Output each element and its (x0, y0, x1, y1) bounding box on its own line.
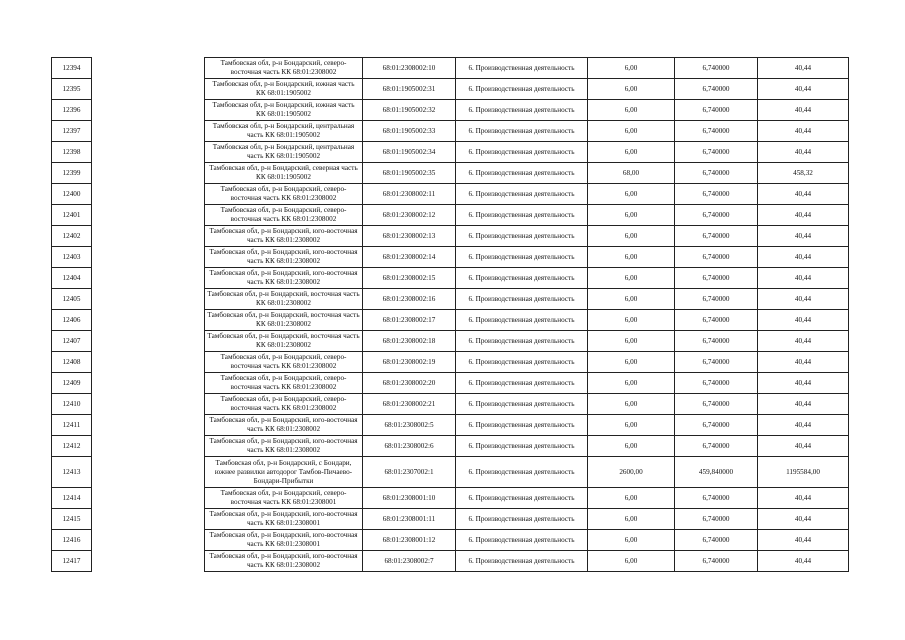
rate-cell: 6,740000 (675, 373, 758, 394)
rate-cell: 6,740000 (675, 121, 758, 142)
spacer-cell (92, 184, 205, 205)
usage-category-cell: 6. Производственная деятельность (456, 488, 588, 509)
area-cell: 6,00 (588, 415, 675, 436)
total-value-cell: 40,44 (758, 184, 849, 205)
usage-category-cell: 6. Производственная деятельность (456, 142, 588, 163)
table-row (52, 58, 849, 79)
spacer-cell (92, 142, 205, 163)
table-row (52, 247, 849, 268)
cadastral-number-cell: 68:01:2308001:10 (363, 488, 456, 509)
area-cell: 6,00 (588, 436, 675, 457)
total-value-cell: 40,44 (758, 488, 849, 509)
spacer-cell (92, 436, 205, 457)
area-cell: 6,00 (588, 142, 675, 163)
table-row (52, 331, 849, 352)
cadastral-number-cell: 68:01:2308002:17 (363, 310, 456, 331)
address-cell: Тамбовская обл, р-н Бондарский, юго-восточная часть КК 68:01:2308002 (205, 247, 363, 268)
cadastral-number-cell: 68:01:2308001:12 (363, 530, 456, 551)
rate-cell: 6,740000 (675, 551, 758, 572)
table-body (52, 58, 849, 572)
rate-cell: 6,740000 (675, 415, 758, 436)
table-row (52, 79, 849, 100)
rate-cell: 6,740000 (675, 509, 758, 530)
usage-category-cell: 6. Производственная деятельность (456, 163, 588, 184)
row-number-cell: 12394 (52, 58, 92, 79)
address-cell: Тамбовская обл, р-н Бондарский, северо-восточная часть КК 68:01:2308001 (205, 488, 363, 509)
total-value-cell: 40,44 (758, 247, 849, 268)
row-number-cell: 12405 (52, 289, 92, 310)
spacer-cell (92, 121, 205, 142)
usage-category-cell: 6. Производственная деятельность (456, 247, 588, 268)
usage-category-cell: 6. Производственная деятельность (456, 331, 588, 352)
table-row (52, 509, 849, 530)
cadastral-number-cell: 68:01:1905002:35 (363, 163, 456, 184)
area-cell: 6,00 (588, 205, 675, 226)
total-value-cell: 40,44 (758, 226, 849, 247)
cadastral-number-cell: 68:01:2308002:11 (363, 184, 456, 205)
rate-cell: 6,740000 (675, 352, 758, 373)
table-row (52, 415, 849, 436)
spacer-cell (92, 394, 205, 415)
row-number-cell: 12402 (52, 226, 92, 247)
rate-cell: 6,740000 (675, 184, 758, 205)
address-cell: Тамбовская обл, р-н Бондарский, юго-восточная часть КК 68:01:2308001 (205, 509, 363, 530)
total-value-cell: 40,44 (758, 268, 849, 289)
rate-cell: 6,740000 (675, 226, 758, 247)
row-number-cell: 12417 (52, 551, 92, 572)
area-cell: 6,00 (588, 394, 675, 415)
spacer-cell (92, 331, 205, 352)
area-cell: 6,00 (588, 352, 675, 373)
row-number-cell: 12396 (52, 100, 92, 121)
table-row (52, 352, 849, 373)
row-number-cell: 12409 (52, 373, 92, 394)
spacer-cell (92, 530, 205, 551)
spacer-cell (92, 373, 205, 394)
usage-category-cell: 6. Производственная деятельность (456, 100, 588, 121)
area-cell: 6,00 (588, 373, 675, 394)
spacer-cell (92, 226, 205, 247)
table-row (52, 268, 849, 289)
table-row (52, 310, 849, 331)
cadastral-number-cell: 68:01:2307002:1 (363, 457, 456, 488)
rate-cell: 6,740000 (675, 436, 758, 457)
spacer-cell (92, 100, 205, 121)
address-cell: Тамбовская обл, р-н Бондарский, северо-восточная часть КК 68:01:2308002 (205, 373, 363, 394)
total-value-cell: 40,44 (758, 79, 849, 100)
spacer-cell (92, 509, 205, 530)
usage-category-cell: 6. Производственная деятельность (456, 184, 588, 205)
area-cell: 6,00 (588, 247, 675, 268)
area-cell: 6,00 (588, 226, 675, 247)
address-cell: Тамбовская обл, р-н Бондарский, юго-восточная часть КК 68:01:2308001 (205, 530, 363, 551)
spacer-cell (92, 352, 205, 373)
usage-category-cell: 6. Производственная деятельность (456, 58, 588, 79)
total-value-cell: 40,44 (758, 289, 849, 310)
rate-cell: 6,740000 (675, 394, 758, 415)
total-value-cell: 40,44 (758, 142, 849, 163)
table-row (52, 226, 849, 247)
row-number-cell: 12403 (52, 247, 92, 268)
rate-cell: 6,740000 (675, 58, 758, 79)
address-cell: Тамбовская обл, р-н Бондарский, юго-восточная часть КК 68:01:2308002 (205, 551, 363, 572)
cadastral-number-cell: 68:01:2308002:20 (363, 373, 456, 394)
address-cell: Тамбовская обл, р-н Бондарский, восточная часть КК 68:01:2308002 (205, 289, 363, 310)
row-number-cell: 12401 (52, 205, 92, 226)
spacer-cell (92, 415, 205, 436)
row-number-cell: 12412 (52, 436, 92, 457)
row-number-cell: 12398 (52, 142, 92, 163)
spacer-cell (92, 488, 205, 509)
total-value-cell: 40,44 (758, 331, 849, 352)
table-row (52, 457, 849, 488)
area-cell: 6,00 (588, 58, 675, 79)
usage-category-cell: 6. Производственная деятельность (456, 457, 588, 488)
cadastral-number-cell: 68:01:2308002:18 (363, 331, 456, 352)
address-cell: Тамбовская обл, р-н Бондарский, северо-восточная часть КК 68:01:2308002 (205, 205, 363, 226)
rate-cell: 6,740000 (675, 163, 758, 184)
rate-cell: 6,740000 (675, 530, 758, 551)
cadastral-number-cell: 68:01:2308002:7 (363, 551, 456, 572)
area-cell: 6,00 (588, 331, 675, 352)
area-cell: 6,00 (588, 184, 675, 205)
cadastral-number-cell: 68:01:2308002:15 (363, 268, 456, 289)
table-row (52, 551, 849, 572)
spacer-cell (92, 79, 205, 100)
row-number-cell: 12407 (52, 331, 92, 352)
rate-cell: 6,740000 (675, 331, 758, 352)
cadastral-number-cell: 68:01:2308002:12 (363, 205, 456, 226)
row-number-cell: 12414 (52, 488, 92, 509)
spacer-cell (92, 58, 205, 79)
cadastral-number-cell: 68:01:2308002:13 (363, 226, 456, 247)
address-cell: Тамбовская обл, р-н Бондарский, северо-восточная часть КК 68:01:2308002 (205, 58, 363, 79)
rate-cell: 6,740000 (675, 100, 758, 121)
table-row (52, 373, 849, 394)
area-cell: 6,00 (588, 488, 675, 509)
address-cell: Тамбовская обл, р-н Бондарский, северо-восточная часть КК 68:01:2308002 (205, 184, 363, 205)
table-row (52, 142, 849, 163)
total-value-cell: 40,44 (758, 58, 849, 79)
spacer-cell (92, 247, 205, 268)
table-row (52, 289, 849, 310)
area-cell: 6,00 (588, 530, 675, 551)
spacer-cell (92, 551, 205, 572)
cadastral-number-cell: 68:01:1905002:34 (363, 142, 456, 163)
cadastral-number-cell: 68:01:2308002:21 (363, 394, 456, 415)
rate-cell: 6,740000 (675, 289, 758, 310)
table-row (52, 184, 849, 205)
usage-category-cell: 6. Производственная деятельность (456, 373, 588, 394)
row-number-cell: 12408 (52, 352, 92, 373)
cadastral-number-cell: 68:01:2308002:10 (363, 58, 456, 79)
cadastral-number-cell: 68:01:2308001:11 (363, 509, 456, 530)
row-number-cell: 12416 (52, 530, 92, 551)
usage-category-cell: 6. Производственная деятельность (456, 394, 588, 415)
address-cell: Тамбовская обл, р-н Бондарский, юго-восточная часть КК 68:01:2308002 (205, 226, 363, 247)
usage-category-cell: 6. Производственная деятельность (456, 268, 588, 289)
address-cell: Тамбовская обл, р-н Бондарский, северная часть КК 68:01:1905002 (205, 163, 363, 184)
cadastral-number-cell: 68:01:1905002:31 (363, 79, 456, 100)
rate-cell: 6,740000 (675, 79, 758, 100)
address-cell: Тамбовская обл, р-н Бондарский, юго-восточная часть КК 68:01:2308002 (205, 268, 363, 289)
cadastral-number-cell: 68:01:1905002:33 (363, 121, 456, 142)
area-cell: 68,00 (588, 163, 675, 184)
usage-category-cell: 6. Производственная деятельность (456, 310, 588, 331)
address-cell: Тамбовская обл, р-н Бондарский, южная часть КК 68:01:1905002 (205, 100, 363, 121)
table-row (52, 163, 849, 184)
usage-category-cell: 6. Производственная деятельность (456, 79, 588, 100)
area-cell: 6,00 (588, 310, 675, 331)
address-cell: Тамбовская обл, р-н Бондарский, центральная часть КК 68:01:1905002 (205, 121, 363, 142)
area-cell: 6,00 (588, 268, 675, 289)
cadastral-number-cell: 68:01:2308002:19 (363, 352, 456, 373)
spacer-cell (92, 268, 205, 289)
table-row (52, 121, 849, 142)
cadastral-number-cell: 68:01:2308002:6 (363, 436, 456, 457)
address-cell: Тамбовская обл, р-н Бондарский, юго-восточная часть КК 68:01:2308002 (205, 415, 363, 436)
address-cell: Тамбовская обл, р-н Бондарский, северо-восточная часть КК 68:01:2308002 (205, 352, 363, 373)
address-cell: Тамбовская обл, р-н Бондарский, центральная часть КК 68:01:1905002 (205, 142, 363, 163)
area-cell: 6,00 (588, 289, 675, 310)
rate-cell: 6,740000 (675, 142, 758, 163)
total-value-cell: 40,44 (758, 509, 849, 530)
table-row (52, 530, 849, 551)
spacer-cell (92, 289, 205, 310)
address-cell: Тамбовская обл, р-н Бондарский, с Бондари, южнее развилки автодорог Тамбов-Пичаево-Бондари-Прибытки (205, 457, 363, 488)
total-value-cell: 40,44 (758, 373, 849, 394)
total-value-cell: 40,44 (758, 415, 849, 436)
usage-category-cell: 6. Производственная деятельность (456, 289, 588, 310)
rate-cell: 459,840000 (675, 457, 758, 488)
area-cell: 6,00 (588, 79, 675, 100)
cadastral-number-cell: 68:01:2308002:5 (363, 415, 456, 436)
spacer-cell (92, 457, 205, 488)
address-cell: Тамбовская обл, р-н Бондарский, северо-восточная часть КК 68:01:2308002 (205, 394, 363, 415)
row-number-cell: 12410 (52, 394, 92, 415)
land-plot-table (51, 57, 849, 572)
rate-cell: 6,740000 (675, 205, 758, 226)
row-number-cell: 12415 (52, 509, 92, 530)
row-number-cell: 12400 (52, 184, 92, 205)
row-number-cell: 12397 (52, 121, 92, 142)
table-row (52, 100, 849, 121)
row-number-cell: 12406 (52, 310, 92, 331)
row-number-cell: 12404 (52, 268, 92, 289)
area-cell: 6,00 (588, 100, 675, 121)
cadastral-number-cell: 68:01:2308002:16 (363, 289, 456, 310)
area-cell: 6,00 (588, 121, 675, 142)
total-value-cell: 40,44 (758, 394, 849, 415)
usage-category-cell: 6. Производственная деятельность (456, 121, 588, 142)
address-cell: Тамбовская обл, р-н Бондарский, юго-восточная часть КК 68:01:2308002 (205, 436, 363, 457)
area-cell: 2600,00 (588, 457, 675, 488)
row-number-cell: 12413 (52, 457, 92, 488)
table-row (52, 436, 849, 457)
usage-category-cell: 6. Производственная деятельность (456, 352, 588, 373)
usage-category-cell: 6. Производственная деятельность (456, 530, 588, 551)
total-value-cell: 458,32 (758, 163, 849, 184)
total-value-cell: 40,44 (758, 551, 849, 572)
total-value-cell: 40,44 (758, 121, 849, 142)
table-row (52, 205, 849, 226)
usage-category-cell: 6. Производственная деятельность (456, 205, 588, 226)
area-cell: 6,00 (588, 551, 675, 572)
spacer-cell (92, 310, 205, 331)
table-row (52, 488, 849, 509)
total-value-cell: 40,44 (758, 436, 849, 457)
row-number-cell: 12399 (52, 163, 92, 184)
address-cell: Тамбовская обл, р-н Бондарский, южная часть КК 68:01:1905002 (205, 79, 363, 100)
address-cell: Тамбовская обл, р-н Бондарский, восточная часть КК 68:01:2308002 (205, 310, 363, 331)
rate-cell: 6,740000 (675, 310, 758, 331)
cadastral-number-cell: 68:01:1905002:32 (363, 100, 456, 121)
rate-cell: 6,740000 (675, 247, 758, 268)
row-number-cell: 12395 (52, 79, 92, 100)
usage-category-cell: 6. Производственная деятельность (456, 226, 588, 247)
area-cell: 6,00 (588, 509, 675, 530)
total-value-cell: 40,44 (758, 100, 849, 121)
total-value-cell: 40,44 (758, 530, 849, 551)
spacer-cell (92, 163, 205, 184)
total-value-cell: 40,44 (758, 205, 849, 226)
total-value-cell: 1195584,00 (758, 457, 849, 488)
rate-cell: 6,740000 (675, 268, 758, 289)
usage-category-cell: 6. Производственная деятельность (456, 551, 588, 572)
usage-category-cell: 6. Производственная деятельность (456, 509, 588, 530)
usage-category-cell: 6. Производственная деятельность (456, 415, 588, 436)
total-value-cell: 40,44 (758, 310, 849, 331)
row-number-cell: 12411 (52, 415, 92, 436)
spacer-cell (92, 205, 205, 226)
cadastral-number-cell: 68:01:2308002:14 (363, 247, 456, 268)
address-cell: Тамбовская обл, р-н Бондарский, восточная часть КК 68:01:2308002 (205, 331, 363, 352)
usage-category-cell: 6. Производственная деятельность (456, 436, 588, 457)
total-value-cell: 40,44 (758, 352, 849, 373)
rate-cell: 6,740000 (675, 488, 758, 509)
table-row (52, 394, 849, 415)
